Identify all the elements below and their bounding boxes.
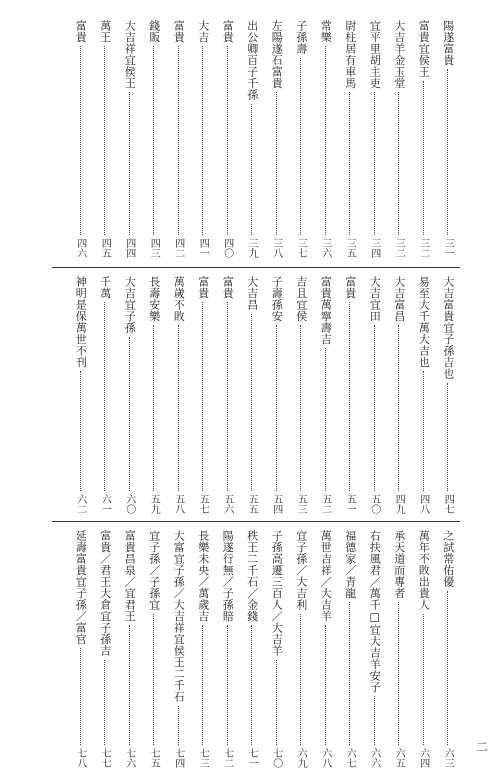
- index-entry: [264, 530, 289, 768]
- entry-page-number: 七七: [99, 748, 111, 768]
- entry-title: 富貴／君王大倉宜子孫吉: [98, 530, 112, 657]
- entry-page-number: 四一: [197, 238, 209, 258]
- dot-leader: [153, 46, 154, 235]
- dot-leader: [178, 46, 179, 235]
- entry-title: 神明是保萬世不刊: [74, 276, 88, 368]
- entry-page-number: 五八: [172, 494, 184, 514]
- entry-title: 大吉宜田: [368, 276, 382, 322]
- entry-title: 大吉宜子孫: [123, 276, 137, 334]
- entry-page-number: 七八: [74, 748, 86, 768]
- entry-page-number: 三二: [417, 238, 429, 258]
- entry-page-number: 七〇: [270, 748, 282, 768]
- index-entry: [117, 20, 142, 258]
- entry-title: 秩王二千石／金錢: [245, 530, 259, 622]
- entry-page-number: 三八: [270, 238, 282, 258]
- dot-leader: [276, 92, 277, 235]
- entry-title: 富貴: [343, 276, 357, 299]
- entry-page-number: 五六: [221, 494, 233, 514]
- entry-title: 千萬: [98, 276, 112, 299]
- entry-page-number: 七六: [123, 748, 135, 768]
- index-entry: [436, 530, 461, 768]
- dot-leader: [374, 696, 375, 745]
- entry-title: 大吉祥宜侯王: [123, 20, 137, 89]
- index-entry: [68, 276, 93, 514]
- dot-leader: [251, 625, 252, 745]
- index-entry: [191, 276, 216, 514]
- entry-page-number: 五二: [319, 494, 331, 514]
- dot-leader: [227, 625, 228, 745]
- dot-leader: [129, 92, 130, 235]
- index-entry: [313, 530, 338, 768]
- entry-page-number: 三九: [246, 238, 258, 258]
- entry-page-number: 三二: [393, 238, 405, 258]
- entry-title: 富貴宜侯王: [417, 20, 431, 78]
- entry-page-number: 六七: [344, 748, 356, 768]
- dot-leader: [349, 92, 350, 235]
- entry-title: 易至大千萬大吉也: [417, 276, 431, 368]
- entry-page-number: 四六: [74, 238, 86, 258]
- index-band-middle: [52, 276, 460, 514]
- dot-leader: [129, 625, 130, 745]
- dot-leader: [202, 625, 203, 745]
- index-entry: [166, 530, 191, 768]
- index-band-top: [52, 20, 460, 258]
- dot-leader: [423, 371, 424, 491]
- band-divider: [52, 521, 460, 522]
- entry-page-number: 三一: [442, 238, 454, 258]
- entry-page-number: 六一: [99, 494, 111, 514]
- entry-title: 之試常佑優: [441, 530, 455, 588]
- entry-page-number: 四四: [123, 238, 135, 258]
- entry-page-number: 五七: [197, 494, 209, 514]
- entry-page-number: 六六: [368, 748, 380, 768]
- entry-title: 富貴: [74, 20, 88, 43]
- entry-page-number: 五四: [270, 494, 282, 514]
- index-entry: [191, 530, 216, 768]
- index-entry: [313, 276, 338, 514]
- entry-page-number: 四二: [172, 238, 184, 258]
- entry-page-number: 六〇: [123, 494, 135, 514]
- entry-title: 陽遂富貴: [441, 20, 455, 66]
- entry-title: 出公卿百子千孫: [245, 20, 259, 101]
- entry-title: 延壽富貴宜子孫／富官: [74, 530, 88, 645]
- dot-leader: [325, 625, 326, 745]
- entry-title: 宜子孫／大吉利: [294, 530, 308, 611]
- entry-page-number: 五九: [148, 494, 160, 514]
- entry-page-number: 四三: [148, 238, 160, 258]
- entry-page-number: 三四: [368, 238, 380, 258]
- index-entry: [93, 276, 118, 514]
- index-entry: [142, 276, 167, 514]
- page-number: 二: [476, 740, 489, 754]
- entry-title: 宜子孫／子孫宜: [147, 530, 161, 611]
- index-entry: [338, 276, 363, 514]
- entry-page-number: 五一: [344, 494, 356, 514]
- entry-title: 左陽遂石富貴: [270, 20, 284, 89]
- entry-title: 子孫壽: [294, 20, 308, 55]
- entry-page-number: 五三: [295, 494, 307, 514]
- index-entry: [387, 530, 412, 768]
- index-entry: [215, 20, 240, 258]
- index-entry: [117, 530, 142, 768]
- index-entry: [289, 530, 314, 768]
- entry-title: 長樂未央／萬歲吉: [196, 530, 210, 622]
- index-entry: [93, 20, 118, 258]
- dot-leader: [398, 92, 399, 235]
- entry-title: 長壽安樂: [147, 276, 161, 322]
- entry-page-number: 六二: [74, 494, 86, 514]
- entry-page-number: 六三: [442, 748, 454, 768]
- dot-leader: [447, 69, 448, 235]
- entry-page-number: 七四: [172, 748, 184, 768]
- entry-page-number: 六四: [417, 748, 429, 768]
- entry-title: 萬年不敗出貴人: [417, 530, 431, 611]
- entry-title: 錢販: [147, 20, 161, 43]
- dot-leader: [104, 46, 105, 235]
- index-entry: [362, 530, 387, 768]
- dot-leader: [202, 46, 203, 235]
- dot-leader: [227, 46, 228, 235]
- index-entry: [338, 530, 363, 768]
- entry-title: 宜平里胡主吏: [368, 20, 382, 89]
- dot-leader: [398, 602, 399, 745]
- dot-leader: [300, 325, 301, 491]
- index-entry: [117, 276, 142, 514]
- dot-leader: [104, 302, 105, 491]
- entry-title: 承天道而專者: [392, 530, 406, 599]
- entry-title: 富貴: [221, 276, 235, 299]
- dot-leader: [374, 325, 375, 491]
- entry-page-number: 四五: [99, 238, 111, 258]
- index-entry: [93, 530, 118, 768]
- index-entry: [289, 276, 314, 514]
- index-entry: [166, 20, 191, 258]
- dot-leader: [202, 302, 203, 491]
- dot-leader: [178, 325, 179, 491]
- entry-title: 富貴: [172, 20, 186, 43]
- index-entry: [338, 20, 363, 258]
- entry-title: 富貴萬寧壽吉: [319, 276, 333, 345]
- index-entry: [264, 20, 289, 258]
- dot-leader: [423, 81, 424, 236]
- entry-title: 大富宜子孫／大吉祥宜侯王二千石: [172, 530, 186, 703]
- index-entry: [362, 20, 387, 258]
- index-entry: [411, 530, 436, 768]
- dot-leader: [374, 92, 375, 235]
- entry-page-number: 七一: [246, 748, 258, 768]
- dot-leader: [325, 46, 326, 235]
- dot-leader: [276, 325, 277, 491]
- index-entry: [68, 530, 93, 768]
- dot-leader: [423, 614, 424, 746]
- entry-title: 吉且宜侯: [294, 276, 308, 322]
- index-entry: [411, 20, 436, 258]
- entry-title: 大吉: [196, 20, 210, 43]
- dot-leader: [104, 660, 105, 746]
- dot-leader: [447, 591, 448, 746]
- entry-title: 富貴: [221, 20, 235, 43]
- dot-leader: [153, 325, 154, 491]
- dot-leader: [80, 371, 81, 491]
- entry-page-number: 四七: [442, 494, 454, 514]
- entry-page-number: 四九: [393, 494, 405, 514]
- index-band-bottom: [52, 530, 460, 768]
- index-entry: [264, 276, 289, 514]
- index-entry: [191, 20, 216, 258]
- dot-leader: [251, 104, 252, 236]
- entry-title: 大吉昌: [245, 276, 259, 311]
- dot-leader: [447, 383, 448, 492]
- entry-page-number: 四〇: [221, 238, 233, 258]
- entry-page-number: 六五: [393, 748, 405, 768]
- entry-title: 富貴: [196, 276, 210, 299]
- entry-title: 右扶風君／萬千□宜大吉羊安子: [368, 530, 382, 693]
- entry-title: 陽遂行無／子孫賠: [221, 530, 235, 622]
- entry-page-number: 七二: [221, 748, 233, 768]
- dot-leader: [153, 614, 154, 746]
- entry-page-number: 七五: [148, 748, 160, 768]
- dot-leader: [80, 648, 81, 745]
- index-entry: [215, 530, 240, 768]
- index-entry: [411, 276, 436, 514]
- entry-title: 尉柱居有車馬: [343, 20, 357, 89]
- dot-leader: [325, 348, 326, 491]
- entry-page-number: 三六: [319, 238, 331, 258]
- dot-leader: [80, 46, 81, 235]
- dot-leader: [398, 325, 399, 491]
- entry-title: 萬世吉祥／大吉羊: [319, 530, 333, 622]
- entry-page-number: 三五: [344, 238, 356, 258]
- index-entry: [436, 276, 461, 514]
- index-entry: [387, 276, 412, 514]
- index-entry: [215, 276, 240, 514]
- entry-page-number: 六九: [295, 748, 307, 768]
- dot-leader: [129, 337, 130, 492]
- entry-title: 富貴昌泉／宜君王: [123, 530, 137, 622]
- index-entry: [362, 276, 387, 514]
- index-entry: [240, 530, 265, 768]
- index-entry: [289, 20, 314, 258]
- entry-title: 福德家／青龍: [343, 530, 357, 599]
- index-entry: [436, 20, 461, 258]
- band-divider: [52, 267, 460, 268]
- entry-page-number: 三七: [295, 238, 307, 258]
- index-entry: [387, 20, 412, 258]
- entry-page-number: 五五: [246, 494, 258, 514]
- entry-title: 大吉羊金玉堂: [392, 20, 406, 89]
- index-entry: [166, 276, 191, 514]
- index-entry: [68, 20, 93, 258]
- entry-title: 常樂: [319, 20, 333, 43]
- dot-leader: [300, 58, 301, 236]
- entry-title: 大吉富昌: [392, 276, 406, 322]
- entry-title: 萬歲不敗: [172, 276, 186, 322]
- entry-title: 子壽孫安: [270, 276, 284, 322]
- dot-leader: [300, 614, 301, 746]
- entry-page-number: 五〇: [368, 494, 380, 514]
- dot-leader: [276, 660, 277, 746]
- index-entry: [142, 20, 167, 258]
- index-entry: [313, 20, 338, 258]
- dot-leader: [178, 706, 179, 746]
- entry-page-number: 七三: [197, 748, 209, 768]
- entry-title: 萬王: [98, 20, 112, 43]
- entry-page-number: 六八: [319, 748, 331, 768]
- dot-leader: [349, 302, 350, 491]
- dot-leader: [349, 602, 350, 745]
- dot-leader: [251, 314, 252, 492]
- entry-title: 子孫高遷三百人／大吉羊: [270, 530, 284, 657]
- index-entry: [240, 20, 265, 258]
- index-entry: [142, 530, 167, 768]
- index-entry: [240, 276, 265, 514]
- entry-page-number: 四八: [417, 494, 429, 514]
- dot-leader: [227, 302, 228, 491]
- entry-title: 大吉富貴宜子孫吉也: [441, 276, 455, 380]
